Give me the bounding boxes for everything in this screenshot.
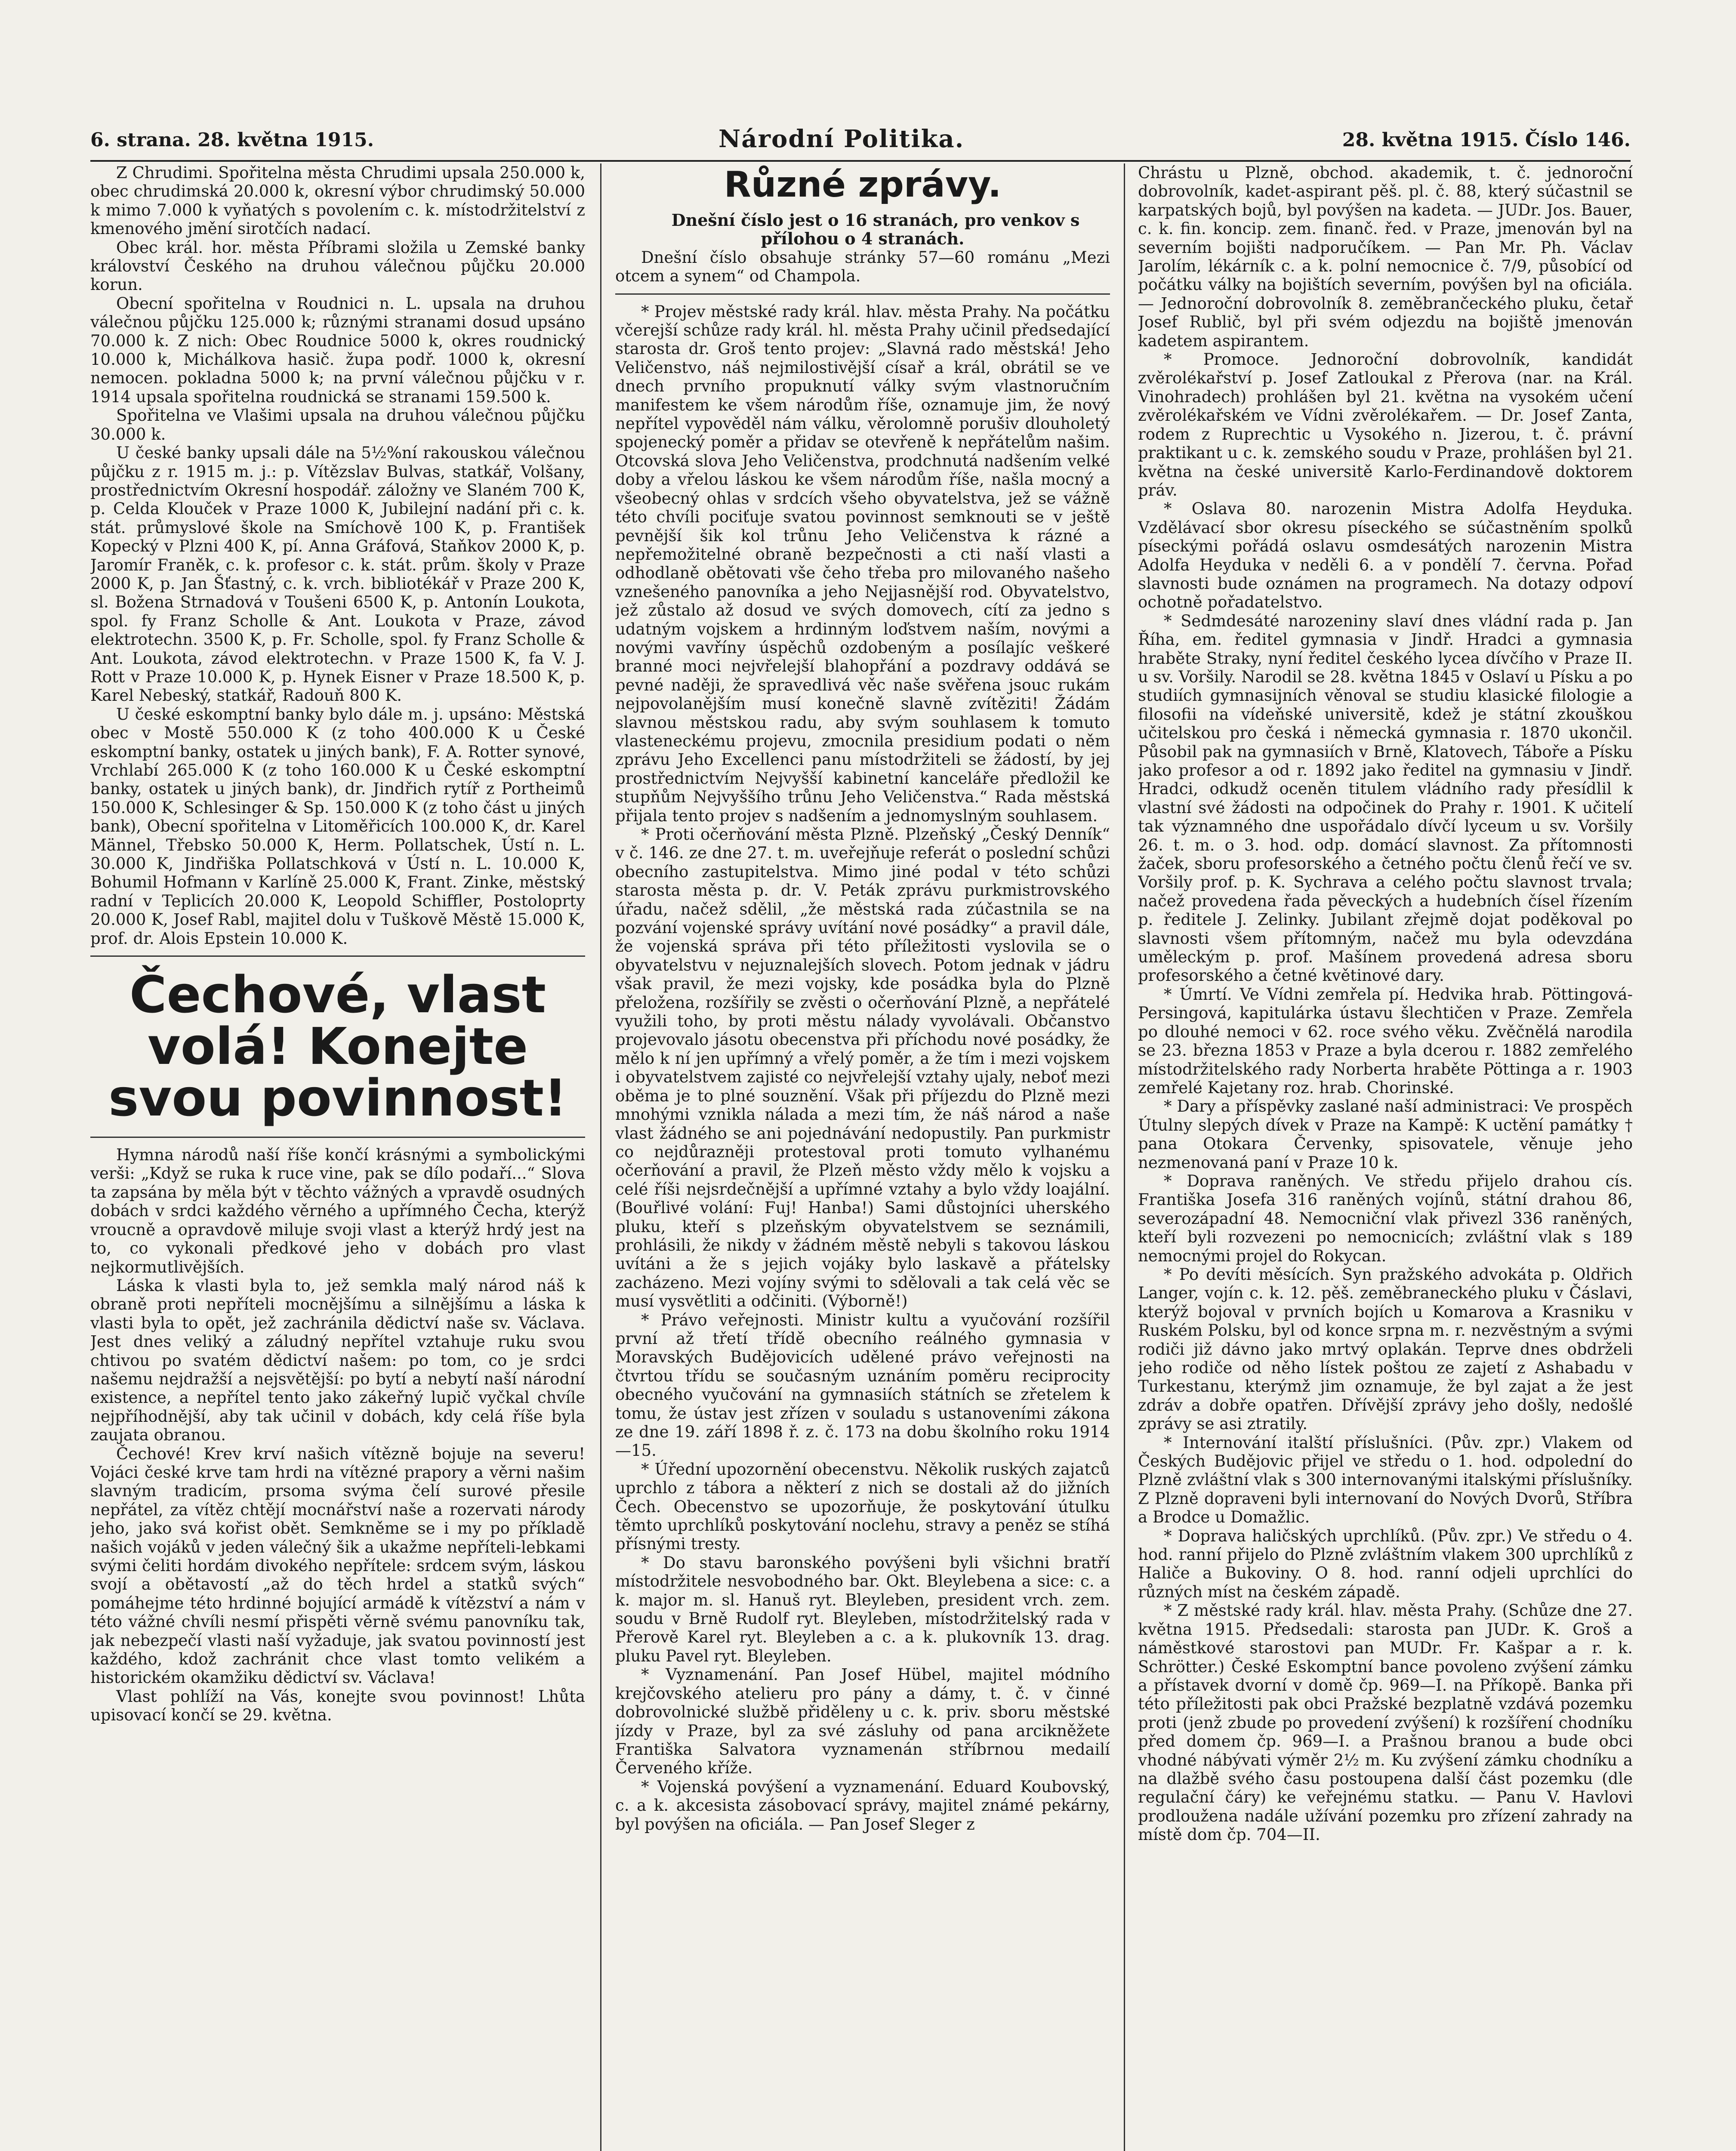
article-paragraph: * Vojenská povýšení a vyznamenání. Eduard Koubovský, c. a k. akcesista zásobovací správy, majitel známé pekárny, byl povýšen na oficiála. — Pan Josef Sleger z [615,1777,1110,1834]
article-paragraph: Láska k vlasti byla to, jež semkla malý národ náš k obraně proti nepříteli mocnějšímu a silnějšímu a láska k vlasti byla to opět, jež zachránila dědictví naše sv. Václava. Jest dnes veliký a záludný nepřítel vztahuje ruku svou chtivou po svatém dědictví našem: po tom, co je srdci našemu nejdražší a nejsvětější: po bytí a nebytí naší národní existence, a nepřítel tento jako zákeřný lupič vyčkal chvíle nejpříhodnější, aby tak učinil v dobách, kdy celá říše byla zaujata obranou. [90,1276,585,1445]
article-paragraph: * Promoce. Jednoroční dobrovolník, kandidát zvěrolékařství p. Josef Zatloukal z Přerova (nar. na Král. Vinohradech) prohlášen byl 21. května na vysokém učení zvěrolékařském ve Vídni zvěrolékařem. — Dr. Josef Zanta, rodem z Ruprechtic u Vysokého n. Jizerou, t. č. právní praktikant u c. k. zemského soudu v Praze, prohlášen byl 21. května na české universitě Karlo-Ferdinandově doktorem práv. [1138,350,1633,499]
article-paragraph: * Právo veřejnosti. Ministr kultu a vyučování rozšířil první až třetí třídě obecního reálného gymnasia v Moravských Budějovicích udělené právo veřejnosti na čtvrtou třídu se současným uznáním poměru reciprocity obecného vyučování na gymnasiích státních se zřetelem k tomu, že ústav jest zřízen v souladu s ustanoveními zákona ze dne 19. září 1898 ř. z. č. 173 na dobu školního roku 1914—15. [615,1310,1110,1460]
header-rule [90,160,1631,162]
article-paragraph: * Po devíti měsících. Syn pražského advokáta p. Oldřich Langer, vojín c. k. 12. pěš. zeměbraneckého pluku v Čáslavi, kterýž bojoval v prvních bojích u Komarova a Krasniku v Ruském Polsku, byl od konce srpna m. r. nezvěstným a svými rodiči již dávno jako mrtvý oplakán. Teprve dnes obdrželi jeho rodiče od něho lístek poštou ze zajetí z Ashabadu v Turkestanu, kterýmž jim oznamuje, že byl zajat a že jest zdráv a dobře opatřen. Dřívější zprávy jeho došly, nedošlé zprávy se asi ztratily. [1138,1265,1633,1433]
header-date-issue: 28. května 1915. Číslo 146. [1342,129,1631,151]
article-paragraph: * Doprava haličských uprchlíků. (Pův. zpr.) Ve středu o 4. hod. ranní přijelo do Plzně zvláštním vlakem 300 uprchlíků z Haliče a Bukoviny. O 8. hod. ranní odjeli uprchlíci do různých míst na českém západě. [1138,1526,1633,1601]
article-paragraph: * Dary a příspěvky zaslané naší administraci: Ve prospěch Útulny slepých dívek v Praze na Kampě: K uctění památky † pana Otokara Červenky, spisovatele, věnuje jeho nezmenovaná paní v Praze 10 k. [1138,1097,1633,1172]
article-paragraph: U české eskomptní banky bylo dále m. j. upsáno: Městská obec v Mostě 550.000 K (z toho 400.000 K u České eskomptní banky, ostatek u jiných bank), F. A. Rotter synové, Vrchlabí 265.000 K (z toho 160.000 K u České eskomptní banky, ostatek u jiných bank), dr. Jindřich rytíř z Portheimů 150.000 K, Schlesinger & Sp. 150.000 K (z toho část u jiných bank), Obecní spořitelna v Litoměřicích 100.000 K, dr. Karel Männel, Třebsko 50.000 K, Herm. Pollatschek, Ústí n. L. 30.000 K, Jindřiška Pollatschková v Ústí n. L. 10.000 K, Bohumil Hofmann v Karlíně 25.000 K, Frant. Zinke, městský radní v Teplicích 20.000 K, Leopold Schiffler, Postoloprty 20.000 K, Josef Rabl, majitel dolu v Tuškově Městě 15.000 K, prof. dr. Alois Epstein 10.000 K. [90,705,585,948]
article-paragraph: * Do stavu baronského povýšeni byli všichni bratří místodržitele nesvobodného bar. Okt. Bleylebena a sice: c. a k. major m. sl. Hanuš ryt. Bleyleben, president vrch. zem. soudu v Brně Rudolf ryt. Bleyleben, místodržitelský rada v Přerově Karel ryt. Bleyleben a c. a k. plukovník 13. drag. pluku Pavel ryt. Bleyleben. [615,1553,1110,1665]
section-divider [90,955,585,957]
article-paragraph: Hymna národů naší říše končí krásnými a symbolickými verši: „Když se ruka k ruce vine, pak se dílo podaří...“ Slova ta zapsána by měla být v těchto vážných a vpravdě osudných dobách v srdci každého věrného a upřímného Čecha, kterýž vroucně a opravdově miluje svoji vlast a kterýž hrdý jest na to, co vykonali předkové jeho v dobách pro vlast nejkormutlivějších. [90,1146,585,1276]
issue-notice: Dnešní číslo jest o 16 stranách, pro venkov s přílohou o 4 stranách. [671,210,1080,249]
article-paragraph: Vlast pohlíží na Vás, konejte svou povinnost! Lhůta upisovací končí se 29. května. [90,1687,585,1725]
article-paragraph: Obec král. hor. města Příbrami složila u Zemské banky království Českého na druhou válečnou půjčku 20.000 korun. [90,238,585,294]
article-paragraph: * Vyznamenání. Pan Josef Hübel, majitel módního krejčovského atelieru pro pány a dámy, t. č. v činné dobrovolnické službě přiděleny u c. k. priv. sboru městské jízdy v Praze, byl za své zásluhy od pana arcikněžete Františka Salvatora vyznamenán stříbrnou medailí Červeného kříže. [615,1665,1110,1778]
article-paragraph: Chrástu u Plzně, obchod. akademik, t. č. jednoroční dobrovolník, kadet-aspirant pěš. pl. č. 88, který súčastnil se karpatských bojů, byl povýšen na kadeta. — JUDr. Jos. Bauer, c. k. fin. koncip. zem. finanč. řed. v Praze, jmenován byl na severním bojišti nadporučíkem. — Pan Mr. Ph. Václav Jarolím, lékárník c. a k. polní nemocnice č. 7/9, působící od počátku války na bojištích severním, povýšen byl na oficiála. — Jednoroční dobrovolník 8. zeměbrančeckého pluku, četař Josef Rublič, byl při svém odjezdu na bojiště jmenován kadetem aspirantem. [1138,163,1633,350]
article-paragraph: * Doprava raněných. Ve středu přijelo drahou cís. Františka Josefa 316 raněných vojínů, státní drahou 86, severozápadní 48. Nemocniční vlak přivezl 336 raněných, kteří byli rozvezeni po nemocnicích; zvláštní vlak s 189 nemocnými projel do Rokycan. [1138,1171,1633,1265]
column-divider [600,163,601,2151]
header-page-date: 6. strana. 28. května 1915. [90,129,374,151]
masthead-title: Národní Politika. [718,125,965,153]
article-paragraph: * Úmrtí. Ve Vídni zemřela pí. Hedvika hrab. Pöttingová-Persingová, kapitulárka ústavu šlechtičen v Praze. Zemřela po dlouhé nemoci v 62. roce svého věku. Zvěčnělá narodila se 23. března 1853 v Praze a byla dcerou r. 1882 zemřelého místodržitelského rady Norberta hraběte Pöttinga a r. 1903 zemřelé Kajetany roz. hrab. Chorinské. [1138,985,1633,1097]
section-divider [90,1137,585,1138]
column-1 [90,163,585,2151]
column-2 [615,163,1110,2151]
article-paragraph: * Proti očerňování města Plzně. Plzeňský „Český Denník“ v č. 146. ze dne 27. t. m. uveřejňuje referát o poslední schůzi obecního zastupitelstva. Mimo jiné podal v této schůzi starosta města p. dr. V. Peták zprávu purkmistrovského úřadu, načež sdělil, „že městská rada zúčastnila se na pozvání vojenské správy uvítání nové posádky“ a pravil dále, že vojenská správa při této příležitosti vyslovila se o obyvatelstvu v nejuznalejších slovech. Potom jednak v jádru však pravil, že mezi vojsky, kde posádka byla do Plzně přeložena, rozšířily se zvěsti o očerňování Plzně, a nepřátelé využili toho, by proti městu nálady vyvolávali. Občanstvo projevovalo jásotu obecenstva při příchodu nové posádky, že mělo k ní jen upřímný a vřelý poměr, a že tím i mezi vojskem i obyvatelstvem zajisté co nejvřelejší vztahy ujaly, neboť mezi oběma je to plné souznění. Však při příjezdu do Plzně mezi mnohými vznikla nálada a mezi tím, že náš národ a naše vlast žádného se ani pojednávání nedopustily. Pan purkmistr co nejdůrazněji protestoval proti tomuto vylhanému očerňování a pravil, že Plzeň město vždy mělo k vojsku a celé říši nejsrdečnější a upřímné vztahy a bylo vždy loajální. (Bouřlivé volání: Fuj! Hanba!) Sami důstojníci uherského pluku, kteří s plzeňským obyvatelstvem se seznámili, prohlásili, že nikdy v žádném městě nebyli s takovou láskou uvítáni a že s jejich vojáky bylo laskavě a přátelsky zacházeno. Mezi vojíny svými to sdělovali a tak celá věc se musí vysvětliti a odčiniti. (Výborně!) [615,825,1110,1311]
section-divider [615,293,1110,295]
article-paragraph: * Úřední upozornění obecenstvu. Několik ruských zajatců uprchlo z tábora a některí z nich se dostali až do jižních Čech. Obecenstvo se upozorňuje, že poskytování útulku těmto uprchlíků poskytování noclehu, stravy a peněz se stíhá přísnými tresty. [615,1460,1110,1553]
article-paragraph: Dnešní číslo obsahuje stránky 57—60 románu „Mezi otcem a synem“ od Champola. [615,248,1110,286]
article-paragraph: U české banky upsali dále na 5½%ní rakouskou válečnou půjčku z r. 1915 m. j.: p. Vítězslav Bulvas, statkář, Volšany, prostřednictvím Okresní hospodář. záložny ve Slaném 700 K, p. Celda Klouček v Praze 1000 K, Jubilejní nadání při c. k. stát. průmyslové škole na Smíchově 100 K, p. František Kopecký v Plzni 400 K, pí. Anna Gráfová, Staňkov 2000 K, p. Jaromír Franěk, c. k. profesor c. k. stát. prům. školy v Praze 2000 K, p. Jan Šťastný, c. k. vrch. bibliotékář v Praze 200 K, sl. Božena Strnadová v Toušeni 6500 K, p. Antonín Loukota, spol. fy Franz Scholle & Ant. Loukota v Praze, závod elektrotechn. 3500 K, p. Fr. Scholle, spol. fy Franz Scholle & Ant. Loukota, závod elektrotechn. v Praze 1500 K, fa V. J. Rott v Praze 10.000 K, p. Hynek Eisner v Praze 18.500 K, p. Karel Nebeský, statkář, Radouň 800 K. [90,444,585,705]
section-title: Různé zprávy. [724,164,1002,205]
article-paragraph: Spořitelna ve Vlašimi upsala na druhou válečnou půjčku 30.000 k. [90,406,585,444]
article-paragraph: Z Chrudimi. Spořitelna města Chrudimi upsala 250.000 k, obec chrudimská 20.000 k, okresní výbor chrudimský 50.000 k mimo 7.000 k vyňatých s povolením c. k. místodržitelství z kmenového jmění sirotčích nadací. [90,163,585,238]
column-3 [1138,163,1633,2151]
article-paragraph: Čechové! Krev krví našich vítězně bojuje na severu! Vojáci české krve tam hrdi na vítězné prapory a věrni našim slavným tradicím, prsoma svýma čelí surové přesile nepřátel, za vítěz chtějí mocnářství naše a rozervati národy jeho, jako svá kořist obět. Semkněme se i my po příkladě našich vojáků v jeden válečný šik a ukažme nepříteli-lebkami svými čeliti hordám divokého nepřítele: srdcem svým, láskou svojí a obětavostí „až do těch hrdel a statků svých“ pomáhejme této hrdinné bojující armádě k vítězství a nám v této vážné chvíli nesmí přispěti věrně svému panovníku tak, jak nebezpečí vlasti naší vyžaduje, jak svatou povinností jest každého, kdož zachránit chce vlast tomto velikém a historickém okamžiku dědictví sv. Václava! [90,1444,585,1687]
article-paragraph: * Z městské rady král. hlav. města Prahy. (Schůze dne 27. května 1915. Předsedali: starosta pan JUDr. K. Groš a náměstkové starostovi pan MUDr. Fr. Kašpar a r. k. Schrötter.) České Eskomptní bance povoleno zvýšení zámku a přístavek dvorní v domě čp. 969—I. na Příkopě. Banka při této příležitosti pak obci Pražské bezplatně vzdává pozemku proti (jenž zbude po provedení zvýšení) k rozšíření chodníku před domem čp. 969—I. a Prašnou branou a bude obci vhodné nábývati výměr 2½ m. Ku zvýšení zámku chodníku a na dlažbě svého času postoupena další část pozemku (dle regulační čáry) ke veřejnému statku. — Panu V. Havlovi prodloužena nadále užívání pozemku pro zřízení zahrady na místě dom čp. 704—II. [1138,1601,1633,1844]
article-paragraph: * Internování italští příslušníci. (Pův. zpr.) Vlakem od Českých Budějovic přijel ve středu o 1. hod. odpolední do Plzně zvláštní vlak s 300 internovanými italskými příslušníky. Z Plzně dopraveni byli internovaní do Nových Dvorů, Stříbra a Brodce u Domažlic. [1138,1433,1633,1527]
page-header [90,125,1631,159]
article-paragraph: * Projev městské rady král. hlav. města Prahy. Na počátku včerejší schůze rady král. hl. města Prahy učinil předsedající starosta dr. Groš tento projev: „Slavná rado městská! Jeho Veličenstvo, náš nejmilostivější císař a král, obrátil se ve dnech prvního propuknutí války svým vlastnoručním manifestem ke všem národům říše, oznamuje jim, že nový nepřítel vypověděl nám válku, věrolomně porušiv dlouholetý spojenecký poměr a přidav se otevřeně k nepřátelům našim. Otcovská slova Jeho Veličenstva, prodchnutá nadšením velké doby a vřelou láskou ke všem národům říše, našla mocný a všeobecný ohlas v srdcích všeho obyvatelstva, jež se vážně této chvíli pociťuje svatou povinnost semknouti se v ještě pevnější šik kol trůnu Jeho Veličenstva k rázné a nepřemožitelné obraně bezpečnosti a cti naší vlasti a odhodlaně obětovati vše čeho třeba pro milovaného našeho vznešeného panovníka a jeho Nejjasnější rod. Obyvatelstvo, jež zůstalo až dosud ve svých domovech, cítí za jedno s udatným vojskem a hrdinným loďstvem naším, novými a novými vavříny úspěchů ozdobeným a posílajíc veškeré branné moci nejvřelejší blahopřání a pozdravy oddává se pevné naději, že spravedlivá věc naše svěřena jsouc rukám nejpovolanějším musí konečně slavně zvítěziti! Žádám slavnou městskou radu, aby svým souhlasem k tomuto vlasteneckému projevu, zmocnila presidium podati o něm zprávu Jeho Excellenci panu místodržiteli se žádostí, by jej prostřednictvím Nejvyšší kabinetní kanceláře předložil ke stupňům Nejvyššího trůnu Jeho Veličenstva.“ Rada městská přijala tento projev s nadšením a jednomyslným souhlasem. [615,302,1110,825]
article-paragraph: Obecní spořitelna v Roudnici n. L. upsala na druhou válečnou půjčku 125.000 k; různými stranami dosud upsáno 70.000 k. Z nich: Obec Roudnice 5000 k, okres roudnický 10.000 k, Michálkova hasič. župa podř. 1000 k, okresní nemocen. pokladna 5000 k; na první válečnou půjčku v r. 1914 upsala spořitelna roudnická se stranami 159.500 k. [90,294,585,406]
article-paragraph: * Sedmdesáté narozeniny slaví dnes vládní rada p. Jan Říha, em. ředitel gymnasia v Jindř. Hradci a gymnasia hraběte Straky, nyní ředitel českého lycea dívčího v Praze II. u sv. Voršily. Narodil se 28. května 1845 v Oslaví u Písku a po studiích gymnasijních věnoval se studiu klasické filologie a filosofii na vídeňské universitě, kdež je státní zkouškou učitelskou pro česká i německá gymnasia r. 1870 ukončil. Působil pak na gymnasiích v Brně, Klatovech, Táboře a Písku jako profesor a od r. 1892 jako ředitel na gymnasiu v Jindř. Hradci, odkudž oceněn titulem vládního rady přesídlil k vlastní své žádosti na odpočinek do Prahy r. 1901. K učitelí tak významného dne uspořádalo dívčí lyceum u sv. Voršily 26. t. m. o 3. hod. odp. domácí slavnost. Za přítomnosti žaček, sboru profesorského a četného počtu členů řečí ve sv. Voršily prof. p. K. Sychrava a celého počtu slavnost trvala; načež provedena řada pěveckých a hudebních čísel řízením p. ředitele J. Zelinky. Jubilant zřejmě dojat poděkoval po slavnosti všem přítomným, načež mu byla odevzdána uměleckým p. prof. Mašínem provedená adresa sboru profesorského a četné květinové dary. [1138,611,1633,985]
headline: Čechové, vlast volá! Konejte svou povinnost! [108,965,567,1128]
column-divider [1124,163,1125,2151]
article-paragraph: * Oslava 80. narozenin Mistra Adolfa Heyduka. Vzdělávací sbor okresu píseckého se súčastněním spolků píseckými pořádá oslavu osmdesátých narozenin Mistra Adolfa Heyduka v neděli 6. a v pondělí 7. června. Pořad slavnosti bude oznámen na programech. Na dotazy odpoví ochotně pořadatelstvo. [1138,499,1633,612]
